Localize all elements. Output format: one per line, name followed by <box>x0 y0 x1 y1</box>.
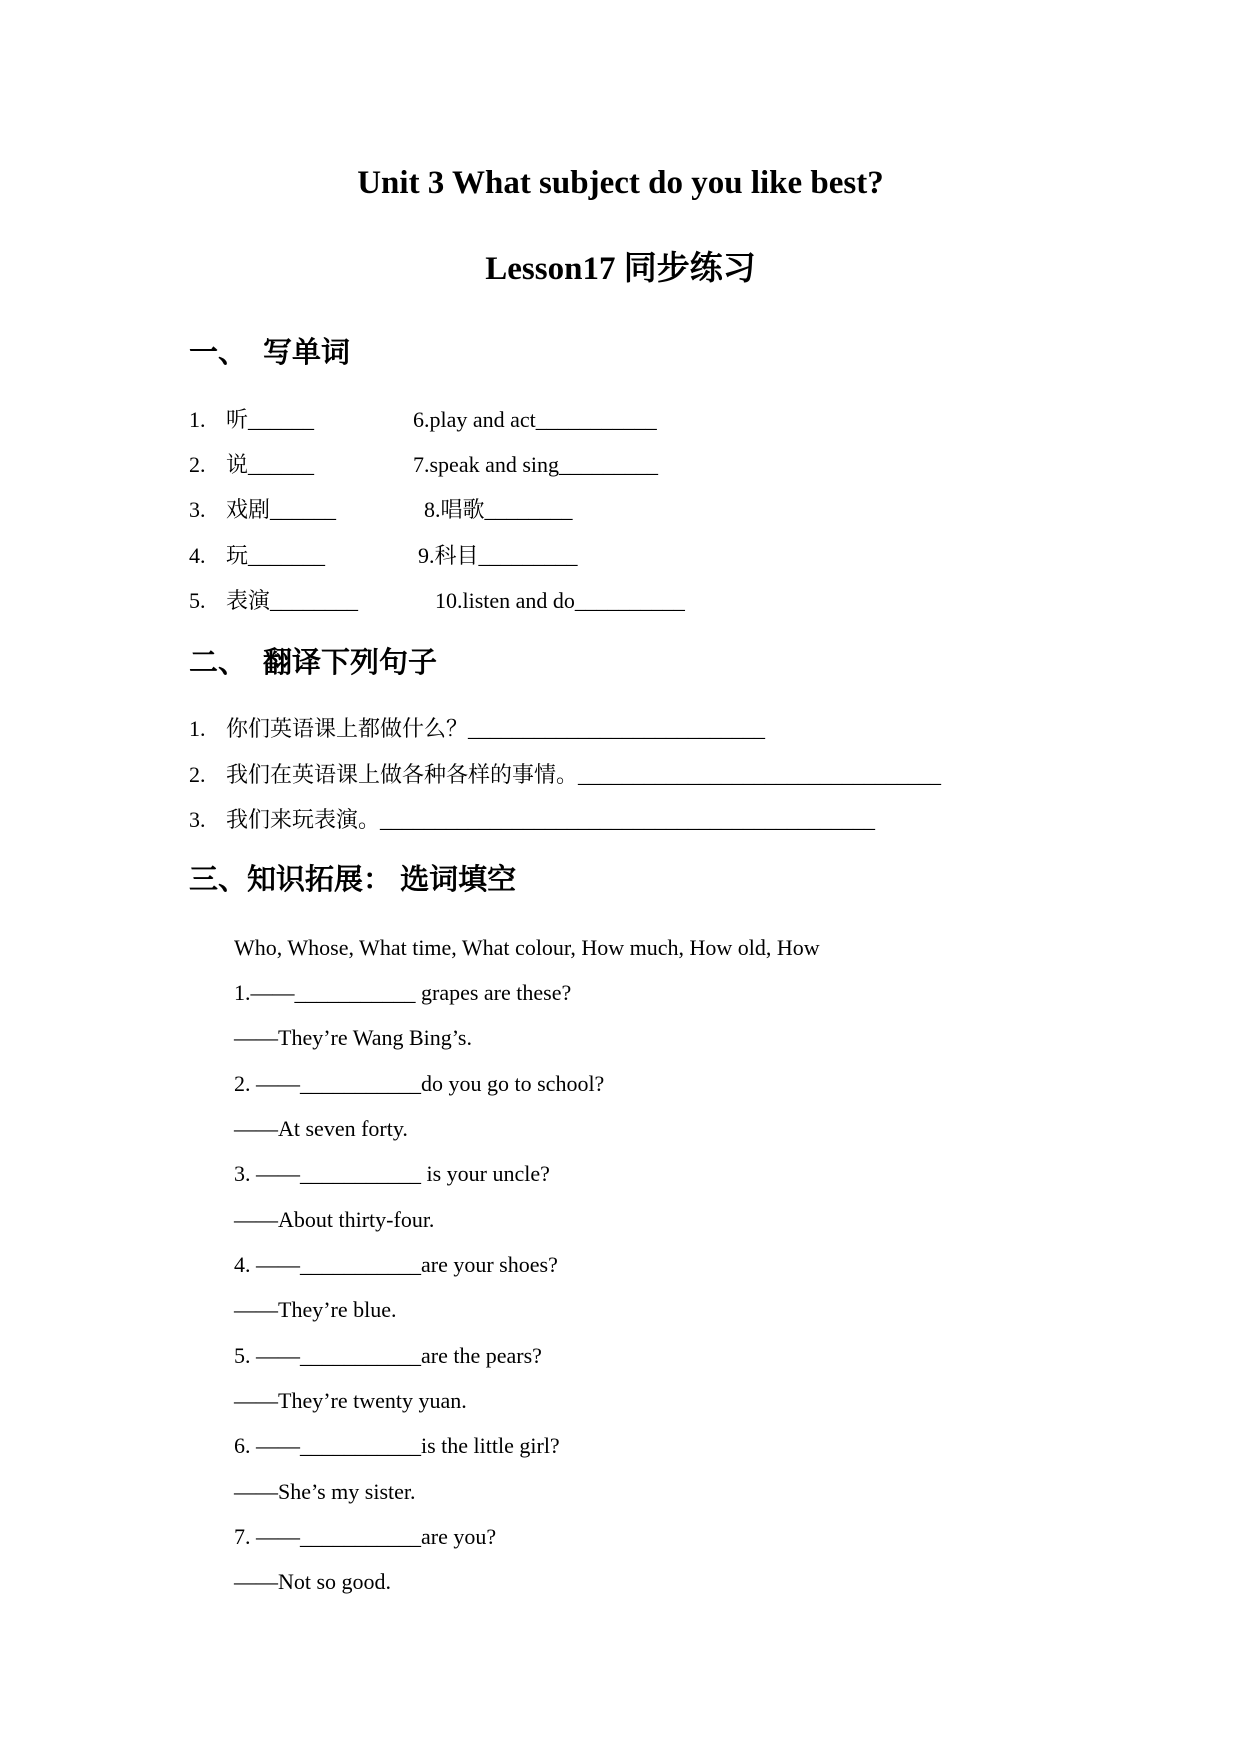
answer-line: ——They’re Wang Bing’s. <box>234 1025 472 1051</box>
section-number: 二、 <box>189 647 248 679</box>
section-heading-translate <box>189 643 437 683</box>
item-number: 3. <box>189 497 206 523</box>
answer-line: ——They’re twenty yuan. <box>234 1388 467 1414</box>
vocabulary-item: 7.speak and sing_________ <box>413 452 659 478</box>
vocabulary-item: 表演________ <box>226 587 359 613</box>
vocabulary-row <box>189 397 889 442</box>
answer-line: ——About thirty-four. <box>234 1206 435 1232</box>
vocabulary-item: 听______ <box>226 407 315 432</box>
question-line: 6. ——___________is the little girl? <box>234 1433 560 1459</box>
vocabulary-item: 说______ <box>226 452 315 478</box>
word-bank: Who, Whose, What time, What colour, How much, How old, How <box>234 934 820 960</box>
vocabulary-item: 9.科目_________ <box>418 542 578 568</box>
vocabulary-row <box>189 578 889 623</box>
vocabulary-item: 8.唱歌________ <box>424 497 573 523</box>
vocabulary-row <box>189 442 889 487</box>
item-number: 1. <box>189 716 206 741</box>
question-line: 4. ——___________are your shoes? <box>234 1252 558 1277</box>
section-heading-write-words <box>189 333 350 373</box>
answer-line: ——Not so good. <box>234 1569 392 1595</box>
section-number: 一、 <box>189 337 248 369</box>
item-number: 2. <box>189 761 206 787</box>
question-line: 7. ——___________are you? <box>234 1524 497 1550</box>
lesson-title: Lesson17 同步练习 <box>485 251 756 287</box>
item-number: 3. <box>189 807 206 832</box>
item-number: 2. <box>189 452 206 478</box>
vocabulary-item: 戏剧______ <box>226 497 337 523</box>
section-title: 知识拓展： 选词填空 <box>247 864 517 896</box>
fill-in-list <box>234 925 1034 1605</box>
question-line: 3. ——___________ is your uncle? <box>234 1161 550 1187</box>
question-line: 2. ——___________do you go to school? <box>234 1070 605 1096</box>
vocabulary-item: 玩_______ <box>226 542 326 568</box>
answer-line: ——They’re blue. <box>234 1297 397 1323</box>
question-line: 1.——___________ grapes are these? <box>234 979 572 1005</box>
section-heading-fill-in <box>189 860 516 900</box>
translation-row <box>189 752 1089 798</box>
item-number: 5. <box>189 587 206 613</box>
translation-list <box>189 706 1089 843</box>
sentence-text: 我们来玩表演。_____________________________________________ <box>226 807 876 832</box>
question-line: 5. ——___________are the pears? <box>234 1342 542 1368</box>
vocabulary-list <box>189 397 889 623</box>
answer-line: ——At seven forty. <box>234 1115 408 1141</box>
section-number: 三、 <box>189 864 248 896</box>
vocabulary-item: 6.play and act___________ <box>413 407 657 432</box>
vocabulary-row <box>189 533 889 578</box>
translation-row <box>189 706 1089 752</box>
item-number: 4. <box>189 542 206 568</box>
vocabulary-item: 10.listen and do__________ <box>435 587 685 613</box>
translation-row <box>189 797 1089 843</box>
vocabulary-row <box>189 487 889 532</box>
sentence-text: 我们在英语课上做各种各样的事情。_________________________________ <box>226 761 942 787</box>
section-title: 写单词 <box>263 337 351 369</box>
sentence-text: 你们英语课上都做什么？___________________________ <box>226 716 766 741</box>
item-number: 1. <box>189 407 206 432</box>
section-title: 翻译下列句子 <box>263 647 438 679</box>
document-title: Unit 3 What subject do you like best? <box>357 165 884 201</box>
answer-line: ——She’s my sister. <box>234 1478 416 1504</box>
